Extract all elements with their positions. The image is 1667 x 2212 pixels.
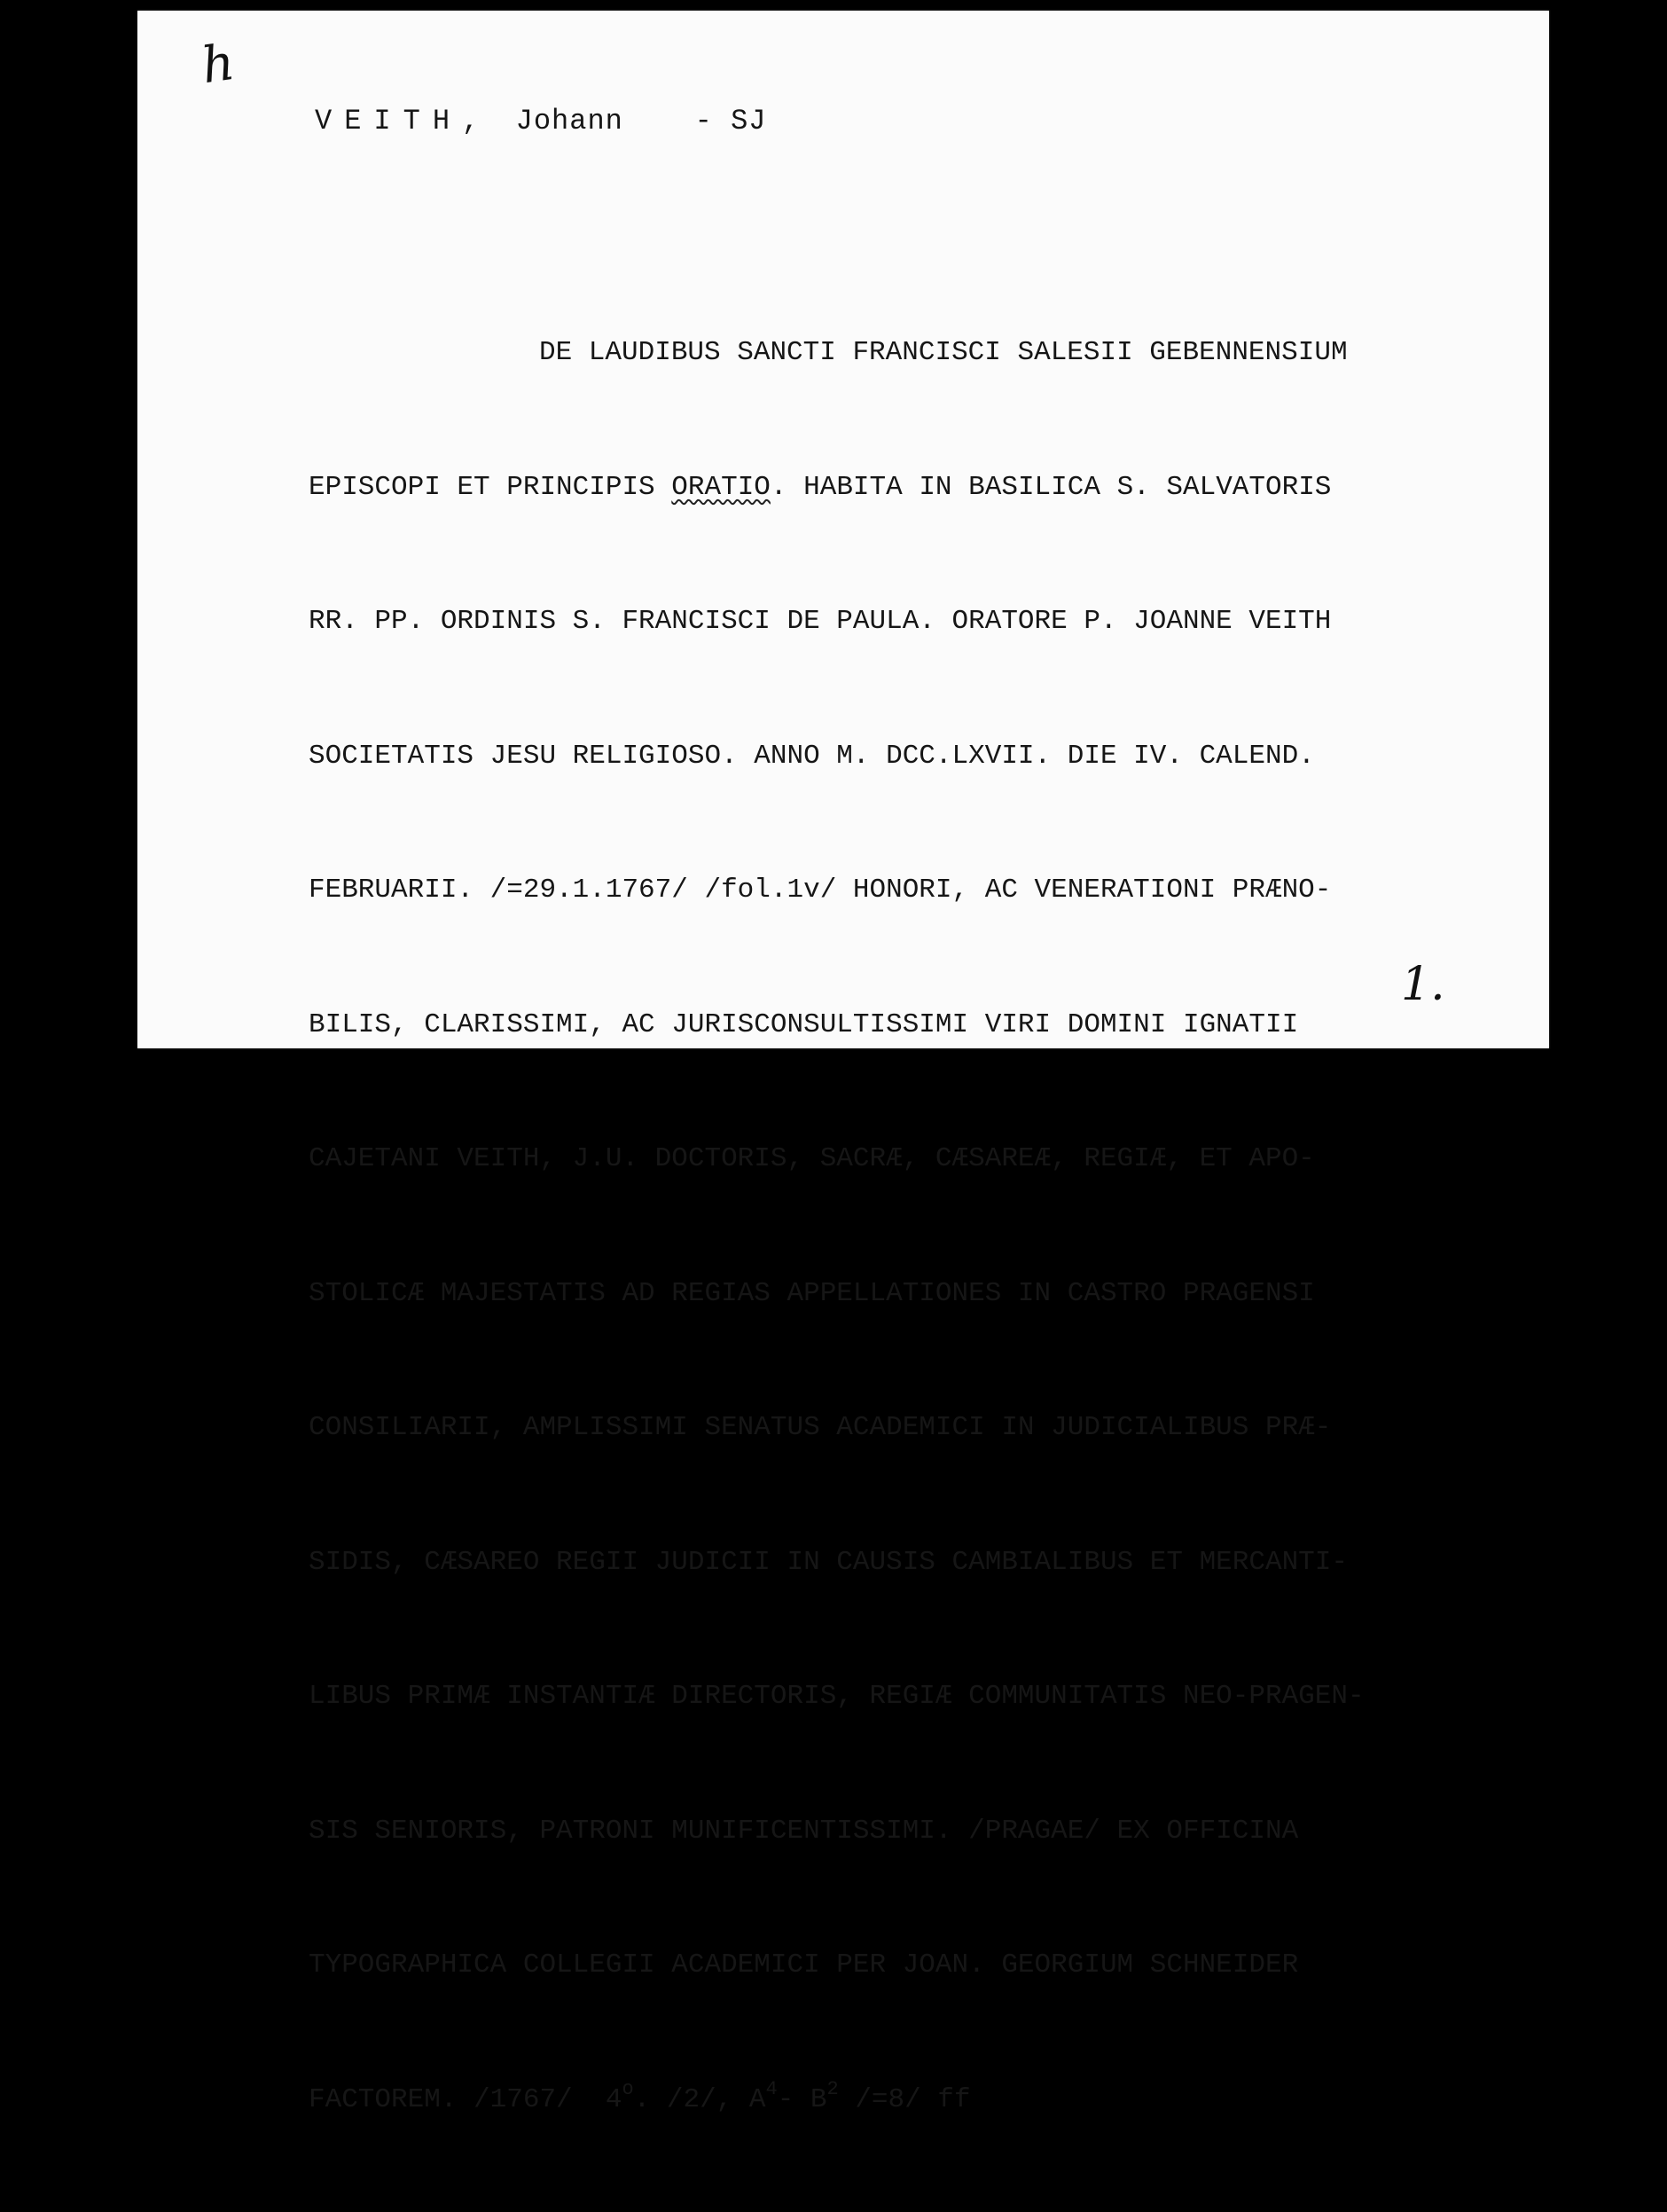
description-line-10: SIDIS, CÆSAREO REGII JUDICII IN CAUSIS CAMBIALIBUS ET MERCANTI- [309,1546,1348,1578]
author-surname: VEITH [315,105,463,137]
description-line-8: STOLICÆ MAJESTATIS AD REGIAS APPELLATIONES IN CASTRO PRAGENSI [309,1277,1315,1309]
handwritten-corner-mark: h [198,33,239,96]
description-line-7: CAJETANI VEITH, J.U. DOCTORIS, SACRÆ, CÆSAREÆ, REGIÆ, ET APO- [309,1143,1315,1174]
description-line-2-start: EPISCOPI ET PRINCIPIS [309,471,672,503]
author-order: - SJ [694,105,767,137]
description-line-9: CONSILIARII, AMPLISSIMI SENATUS ACADEMICI IN JUDICIALIBUS PRÆ- [309,1412,1332,1443]
collation-dash: - B [777,2083,827,2115]
signature-a-superscript: 4 [765,2077,778,2100]
collation-prefix: FACTOREM. /1767/ 4 [309,2083,622,2115]
description-line-12: SIS SENIORIS, PATRONI MUNIFICENTISSIMI. /PRAGAE/ EX OFFICINA [309,1815,1299,1847]
card-heading [315,105,766,137]
collation-middle: . /2/, A [633,2083,766,2115]
format-degree-mark: o [622,2077,634,2100]
description-line-11: LIBUS PRIMÆ INSTANTIÆ DIRECTORIS, REGIÆ COMMUNITATIS NEO-PRAGEN- [309,1681,1365,1712]
description-line-4: SOCIETATIS JESU RELIGIOSO. ANNO M. DCC.LXVII. DIE IV. CALEND. [309,740,1315,772]
description-line-2 [309,466,1452,511]
description-line-13: TYPOGRAPHICA COLLEGII ACADEMICI PER JOAN. GEORGIUM SCHNEIDER [309,1949,1299,1981]
underlined-word-oratio: ORATIO [671,471,771,503]
description-line-1: DE LAUDIBUS SANCTI FRANCISCI SALESII GEBENNENSIUM [539,337,1348,368]
signature-b-superscript: 2 [826,2077,839,2100]
author-forename: Johann [515,105,623,137]
collation-suffix: /=8/ ff [838,2083,971,2115]
description-line-14 [309,2078,1452,2123]
bibliographic-description [309,241,1452,2212]
description-line-2-end: . HABITA IN BASILICA S. SALVATORIS [770,471,1332,503]
description-line-5: FEBRUARII. /=29.1.1767/ /fol.1v/ HONORI, AC VENERATIONI PRÆNO- [309,875,1332,906]
heading-comma: , [462,105,481,137]
handwritten-page-number: 1. [1401,958,1445,1011]
description-line-6: BILIS, CLARISSIMI, AC JURISCONSULTISSIMI VIRI DOMINI IGNATII [309,1008,1299,1040]
description-line-3: RR. PP. ORDINIS S. FRANCISCI DE PAULA. ORATORE P. JOANNE VEITH [309,606,1332,637]
